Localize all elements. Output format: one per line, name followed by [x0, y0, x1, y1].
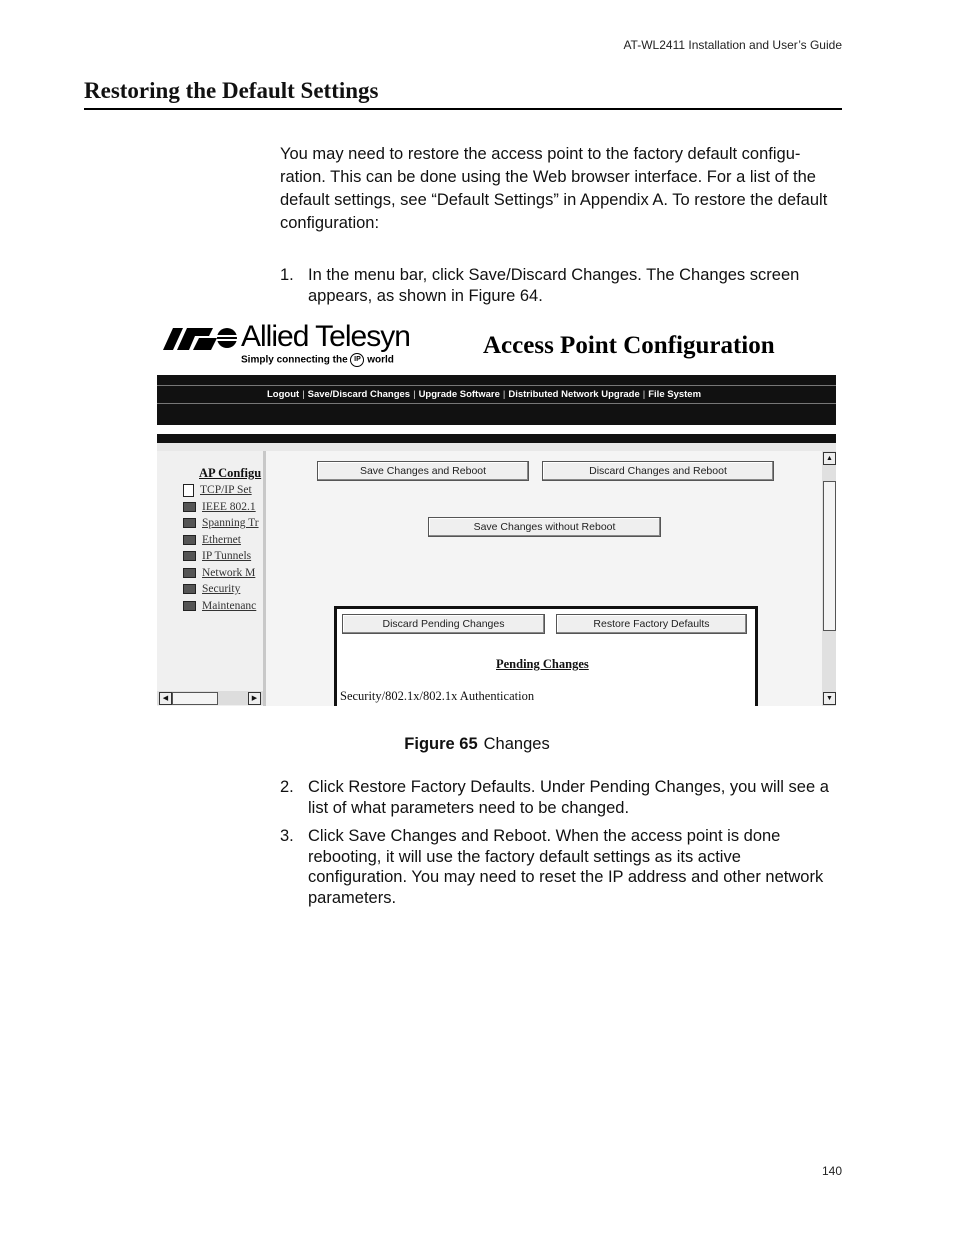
menu-bar — [157, 375, 836, 425]
vertical-scrollbar[interactable] — [822, 451, 836, 706]
step-2 — [280, 777, 842, 818]
tree-item-spanning[interactable] — [183, 517, 259, 531]
folder-icon — [183, 601, 196, 611]
content-frame — [266, 451, 836, 706]
tree-item-network[interactable] — [183, 567, 255, 581]
step-number: 3. — [280, 827, 294, 845]
tree-item-ip-tunnels[interactable] — [183, 550, 251, 564]
document-icon — [183, 484, 194, 497]
tree-item-label: Security — [202, 583, 241, 595]
tree-item-label: TCP/IP Set — [200, 484, 252, 497]
intro-paragraph: You may need to restore the access point to the factory default configu-ration. This can be done using the Web browser interface. For a list of the default settings, see “Default Settings” in Appendix A. To restore the default configuration: — [280, 145, 828, 232]
figure-label: Figure 65 — [404, 735, 478, 753]
screenshot-header — [157, 320, 836, 375]
step-text: In the menu bar, click Save/Discard Changes. The Changes screen appears, as shown in Figure 64. — [308, 266, 800, 305]
figure-caption — [0, 735, 954, 754]
menu-links: Logout | Save/Discard Changes | Upgrade Software | Distributed Network Upgrade | File System — [267, 389, 702, 400]
section-title: Restoring the Default Settings — [84, 78, 842, 110]
brand-name: Allied Telesyn — [241, 320, 410, 353]
step-3 — [280, 826, 842, 908]
menu-file-system[interactable]: File System — [648, 389, 702, 400]
allied-telesyn-logo-icon — [163, 326, 237, 350]
restore-defaults-button[interactable]: Restore Factory Defaults — [556, 614, 747, 634]
menu-save-discard[interactable]: Save/Discard Changes — [307, 389, 411, 400]
step-text: Click Restore Factory Defaults. Under Pending Changes, you will see a list of what parameters need to be changed. — [308, 778, 829, 817]
discard-pending-button[interactable]: Discard Pending Changes — [342, 614, 545, 634]
scroll-thumb[interactable] — [823, 481, 836, 631]
brand-tagline — [241, 353, 394, 367]
nav-tree-frame — [157, 451, 266, 706]
scroll-down-icon[interactable]: ▼ — [823, 692, 836, 705]
changes-screenshot — [157, 320, 836, 706]
tree-item-maintenance[interactable] — [183, 600, 256, 614]
step-number: 2. — [280, 778, 294, 796]
tree-item-label: IP Tunnels — [202, 550, 252, 562]
menu-distributed-upgrade[interactable]: Distributed Network Upgrade — [508, 389, 640, 400]
folder-icon — [183, 518, 196, 528]
tree-item-tcpip[interactable] — [183, 484, 252, 498]
running-head: AT-WL2411 Installation and User’s Guide — [623, 38, 842, 52]
tree-item-ethernet[interactable] — [183, 534, 241, 548]
tagline-pre: Simply connecting the — [241, 354, 348, 366]
step-1 — [280, 265, 842, 306]
tree-item-label: IEEE 802.1 — [202, 500, 256, 513]
tree-item-label: Ethernet — [202, 533, 241, 546]
menu-logout[interactable]: Logout — [267, 389, 300, 400]
scroll-right-icon[interactable]: ▶ — [248, 692, 261, 705]
folder-icon — [183, 535, 196, 545]
scroll-thumb[interactable] — [172, 692, 218, 705]
folder-icon — [183, 551, 196, 561]
menu-upgrade-software[interactable]: Upgrade Software — [418, 389, 500, 400]
step-number: 1. — [280, 266, 294, 284]
folder-icon — [183, 584, 196, 594]
tree-item-label: Maintenanc — [202, 599, 257, 612]
pending-change-item: Security/802.1x/802.1x Authentication — [340, 689, 535, 703]
step-text: Click Save Changes and Reboot. When the access point is done rebooting, it will use the factory default settings as its active configuration. You may need to reset the IP address and other network parameters. — [308, 827, 824, 907]
figure-title: Changes — [483, 735, 550, 753]
tree-item-security[interactable] — [183, 583, 240, 597]
tree-title[interactable]: AP Configu — [199, 466, 262, 480]
app-title: Access Point Configuration — [483, 332, 775, 359]
pending-changes-panel — [334, 606, 758, 706]
page-number: 140 — [821, 1164, 842, 1178]
ip-badge-icon: IP — [350, 353, 364, 367]
tree-item-label: Spanning Tr — [202, 517, 259, 529]
scroll-left-icon[interactable]: ◀ — [159, 692, 172, 705]
save-no-reboot-button[interactable]: Save Changes without Reboot — [428, 517, 661, 537]
folder-icon — [183, 502, 196, 512]
tagline-post: world — [367, 354, 394, 366]
pending-changes-title: Pending Changes — [496, 657, 589, 671]
save-reboot-button[interactable]: Save Changes and Reboot — [317, 461, 529, 481]
tree-item-ieee[interactable] — [183, 501, 256, 515]
scroll-up-icon[interactable]: ▲ — [823, 452, 836, 465]
horizontal-scrollbar[interactable] — [157, 691, 263, 705]
folder-icon — [183, 568, 196, 578]
tree-item-label: Network M — [202, 566, 256, 579]
discard-reboot-button[interactable]: Discard Changes and Reboot — [542, 461, 774, 481]
